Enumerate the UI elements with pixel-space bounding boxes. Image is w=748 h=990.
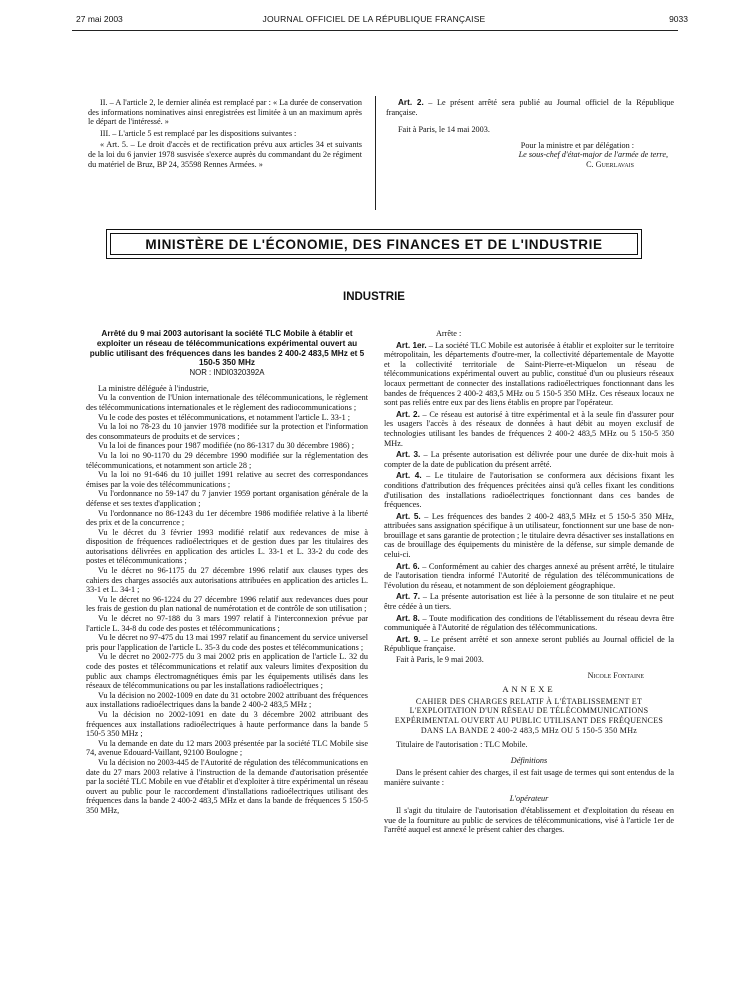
article-paragraph [384,512,674,560]
delegation-line: Pour la ministre et par délégation : [520,140,634,150]
ministry-title: MINISTÈRE DE L'ÉCONOMIE, DES FINANCES ET DE L'INDUSTRIE [110,233,638,255]
signer-name: C. Guerlavais [586,159,634,169]
visa-paragraph: Vu le code des postes et télécommunications, et notamment l'article L. 33-1 ; [98,412,350,422]
article-text: – Ce réseau est autorisé à titre expérimental et à la seule fin d'assurer pour les usagers l'accès à des réseaux de données à haut débit au moyen exclusif de technologies utilisant les bandes de fréquences 2 400-2 483,5 MHz ou 5 150-5 350 MHz. [384,409,674,448]
article-text: – Le présent arrêté sera publié au Journal officiel de la République française. [386,98,674,117]
article-label: Art. 2. [398,98,424,107]
article-label: Art. 9. [396,634,421,644]
titulaire-line: Titulaire de l'autorisation : TLC Mobile. [396,740,528,750]
article-label: Art. 7. [396,592,421,602]
visa-paragraph: Vu la demande en date du 12 mars 2003 présentée par la société TLC Mobile sise 74, avenue Edouard-Vaillant, 92100 Boulogne ; [86,738,368,758]
top-right-block [386,98,674,170]
header-journal-title: JOURNAL OFFICIEL DE LA RÉPUBLIQUE FRANÇAISE [262,14,486,24]
article-label: Art. 2. [396,409,420,419]
visa-paragraph: Vu le décret no 96-1175 du 27 décembre 1996 relatif aux clauses types des cahiers des charges associés aux autorisations attribuées en application des articles L. 33-1 et L. 34-1 ; [86,566,368,595]
article-paragraph [384,471,674,509]
visa-paragraph: Vu le décret no 96-1224 du 27 décembre 1996 relatif aux redevances dues pour les frais de gestion du plan national de numérotation et de contrôle de son utilisation ; [86,594,368,614]
visa-paragraph: Vu le décret no 2002-775 du 3 mai 2002 pris en application de l'article L. 32 du code des postes et télécommunications et relatif aux valeurs limites d'exposition du public aux champs électromagnétiques émis par les équipements utilisés dans les réseaux de télécommunications ou par les installations radioélectriques ; [86,652,368,691]
visa-paragraph: Vu le décret no 97-188 du 3 mars 1997 relatif à l'interconnexion prévue par l'article L. 34-8 du code des postes et télécommunications ; [86,614,368,633]
right-column [384,329,674,835]
visa-paragraph: Vu la décision no 2002-1009 en date du 31 octobre 2002 attribuant des fréquences aux installations radioélectriques dans la bande 2 400-2 483,5 MHz ; [86,690,368,710]
section-title: INDUSTRIE [343,291,405,303]
paragraph: « Art. 5. – Le droit d'accès et de rectification prévu aux articles 34 et suivants de la loi du 6 janvier 1978 susvisée s'exerce auprès du commandant du 2e régiment du matériel de Bruz, BP 24, 35598 Rennes Armées. » [88,140,362,169]
visa-paragraph: Vu le décret du 3 février 1993 modifié relatif aux redevances de mise à disposition de fréquences radioélectriques et de gestion dues par les titulaires des autorisations délivrées en application des articles L. 33-1 et L. 33-2 du code des postes et télécommunications ; [86,527,368,566]
definitions-heading: Définitions [510,755,548,765]
article-text: – La société TLC Mobile est autorisée à établir et exploiter sur le territoire métropolitain, les départements d'outre-mer, la collectivité départementale de Mayotte et la collectivité territoriale de Saint-Pierre-et-Miquelon un réseau de télécommunications expérimental ouvert au public, constitué d'un ou plusieurs réseaux locaux permettant de connecter des installations radioélectriques fonctionnant dans les bandes de fréquences 2 400-2 483,5 MHz ou 5 150-5 350 MHz. Ces réseaux locaux ne sont pas reliés entre eux par des liens établis en propre par l'opérateur. [384,340,674,408]
article-text: – Toute modification des conditions de l'établissement du réseau devra être communiquée à l'Autorité de régulation des télécommunications. [384,613,674,633]
cahier-title: CAHIER DES CHARGES RELATIF À L'ÉTABLISSEMENT ET L'EXPLOITATION D'UN RÉSEAU DE TÉLÉCOMMUNICATIONS EXPÉRIMENTAL OUVERT AU PUBLIC UTILISANT DES FRÉQUENCES DANS LA BANDE 2 400-2 483,5 MHz OU 5 150-5 350 MHz [394,696,664,735]
column-separator [375,96,376,210]
left-column [86,329,368,816]
paragraph: III. – L'article 5 est remplacé par les dispositions suivantes : [100,128,297,138]
header-page-number: 9033 [669,14,688,24]
visa-list [86,384,368,816]
running-header [0,10,748,26]
article-paragraph [384,410,674,448]
signer-role: Le sous-chef d'état-major de l'armée de terre, [518,150,668,160]
article-label: Art. 6. [396,561,420,571]
visa-paragraph: Vu l'ordonnance no 59-147 du 7 janvier 1959 portant organisation générale de la défense et ses textes d'application ; [86,489,368,508]
visa-paragraph: Vu la convention de l'Union internationale des télécommunications, le règlement des télécommunications internationales et le règlement des radiocommunications ; [86,393,368,412]
visa-paragraph: Vu le décret no 97-475 du 13 mai 1997 relatif au financement du service universel pris pour l'application de l'article L. 35-3 du code des postes et télécommunications ; [86,633,368,652]
visa-paragraph: Vu la décision no 2003-445 de l'Autorité de régulation des télécommunications en date du 27 mars 2003 relative à l'instruction de la demande d'autorisation présentée par la société TLC Mobile en vue d'établir et d'exploiter à titre expérimental un réseau ouvert au public pour le raccordement d'installations radioélectriques utilisant des fréquences dans la bande 2 400-2 483,5 MHz et dans la bande de fréquences 5 150-5 350 MHz, [86,757,368,815]
arrete-heading: Arrête : [436,329,462,338]
article-label: Art. 3. [396,450,421,460]
article-label: Art. 1er. [396,340,427,350]
visa-paragraph: Vu la loi de finances pour 1987 modifiée (no 86-1317 du 30 décembre 1986) ; [98,441,354,451]
header-rule [72,30,678,31]
visa-paragraph: Vu l'ordonnance no 86-1243 du 1er décembre 1986 modifiée relative à la liberté des prix et de la concurrence ; [86,508,368,528]
header-date: 27 mai 2003 [76,14,123,24]
article-paragraph [384,614,674,633]
visa-paragraph: La ministre déléguée à l'industrie, [98,383,209,393]
article-paragraph [384,592,674,611]
visa-paragraph: Vu la loi no 78-23 du 10 janvier 1978 modifiée sur la protection et l'information des consommateurs de produits et de services ; [86,422,368,441]
top-left-block [88,98,362,169]
article-text: – Les fréquences des bandes 2 400-2 483,5 MHz et 5 150-5 350 MHz, attribuées sans assignation spécifique à un utilisateur, fonctionnent sur une base de non-brouillage et sans garantie de protection ; le titulaire devra désactiver ses installations en cas de brouillage des équipements du ministère de la défense, sur simple demande de celui-ci. [384,511,674,560]
article-paragraph [384,562,674,591]
article-text: – Conformément au cahier des charges annexé au présent arrêté, le titulaire de l'autorisation tiendra informé l'Autorité de régulation des télécommunications de l'évolution du réseau, et notamment de son déploiement géographique. [384,561,674,590]
article-label: Art. 8. [396,613,420,623]
visa-paragraph: Vu la décision no 2002-1091 en date du 3 décembre 2002 attribuant des fréquences aux installations radioélectriques à haute performance dans la bande 5 150-5 350 MHz ; [86,709,368,739]
article-text: – La présente autorisation est liée à la personne de son titulaire et ne peut être cédée à un tiers. [384,592,674,612]
article-paragraph [384,341,674,408]
article-text: – Le titulaire de l'autorisation se conformera aux décisions fixant les conditions d'attribution des fréquences précitées ainsi qu'à celles fixant les conditions d'utilisation des installations radioélectriques fonctionnant dans ces bandes de fréquences. [384,471,674,510]
fait-date: Fait à Paris, le 14 mai 2003. [398,125,490,135]
article-list [384,341,674,654]
arrete-title: Arrêté du 9 mai 2003 autorisant la société TLC Mobile à établir et exploiter un réseau de télécommunications expérimental ouvert au public utilisant des fréquences dans les bandes 2 400-2 483,5 MHz et 5 150-5 350 MHz [89,329,365,368]
visa-paragraph: Vu la loi no 91-646 du 10 juillet 1991 relative au secret des correspondances émises par la voie des télécommunications ; [86,470,368,489]
operateur-heading: L'opérateur [509,793,549,803]
annexe-heading: ANNEXE [502,684,556,695]
article-paragraph [384,450,674,469]
definitions-text: Dans le présent cahier des charges, il est fait usage de termes qui sont entendus de la manière suivante : [384,768,674,787]
ministry-box [106,229,642,259]
nor-reference: NOR : INDI0320392A [189,368,265,378]
article-label: Art. 5. [396,511,421,521]
visa-paragraph: Vu la loi no 90-1170 du 29 décembre 1990 modifiée sur la réglementation des télécommunications, et notamment son article 28 ; [86,450,368,470]
article-text: – Le présent arrêté et son annexe seront publiés au Journal officiel de la République française. [384,634,674,654]
article-text: – La présente autorisation est délivrée pour une durée de dix-huit mois à compter de la date de publication du présent arrêté. [384,450,674,469]
signer-name: Nicole Fontaine [587,670,644,680]
article-paragraph [384,635,674,654]
article-label: Art. 4. [396,471,422,481]
operateur-text: Il s'agit du titulaire de l'autorisation d'établissement et d'exploitation du réseau en vue de la fourniture au public de services de télécommunications, visé à l'article 1er de l'arrêté auquel est annexé le présent cahier des charges. [384,806,674,835]
paragraph: II. – A l'article 2, le dernier alinéa est remplacé par : « La durée de conservation des informations nominatives ainsi enregistrées est limitée à un an maximum après le départ de l'intéressé. » [88,98,362,127]
fait-date: Fait à Paris, le 9 mai 2003. [396,655,484,664]
